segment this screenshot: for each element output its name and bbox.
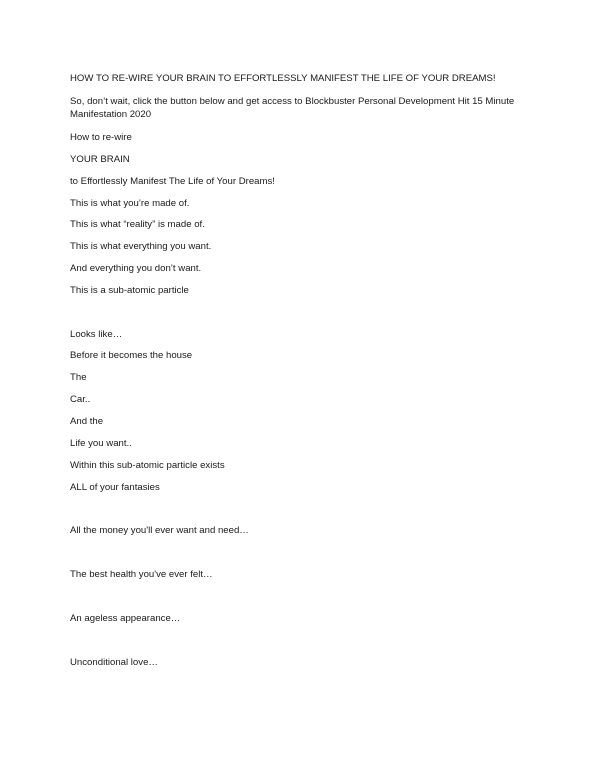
text-line: Within this sub-atomic particle exists — [70, 460, 225, 471]
text-line: And everything you don’t want. — [70, 263, 202, 274]
intro-paragraph: So, don’t wait, click the button below and get access to Blockbuster Personal Development Hit 15 Minute Manifestation 2020 — [70, 96, 515, 120]
text-line: This is what everything you want. — [70, 241, 212, 252]
text-line: The best health you've ever felt… — [70, 569, 213, 580]
text-line: ALL of your fantasies — [70, 482, 160, 493]
text-line: All the money you'll ever want and need… — [70, 525, 249, 536]
text-line: Before it becomes the house — [70, 350, 193, 361]
document-heading: HOW TO RE-WIRE YOUR BRAIN TO EFFORTLESSLY MANIFEST THE LIFE OF YOUR DREAMS! — [70, 73, 496, 84]
text-line: An ageless appearance… — [70, 613, 181, 624]
text-line: This is a sub-atomic particle — [70, 285, 189, 296]
text-line: How to re-wire — [70, 132, 132, 143]
text-line: The — [70, 372, 87, 383]
text-line: Life you want.. — [70, 438, 132, 449]
text-line: And the — [70, 416, 104, 427]
text-line: Looks like… — [70, 329, 123, 340]
text-line: Unconditional love… — [70, 657, 158, 668]
text-line: Car.. — [70, 394, 91, 405]
text-line: YOUR BRAIN — [70, 154, 130, 165]
text-line: This is what “reality” is made of. — [70, 219, 205, 230]
text-line: This is what you’re made of. — [70, 198, 190, 209]
text-line: to Effortlessly Manifest The Life of Your Dreams! — [70, 176, 275, 187]
